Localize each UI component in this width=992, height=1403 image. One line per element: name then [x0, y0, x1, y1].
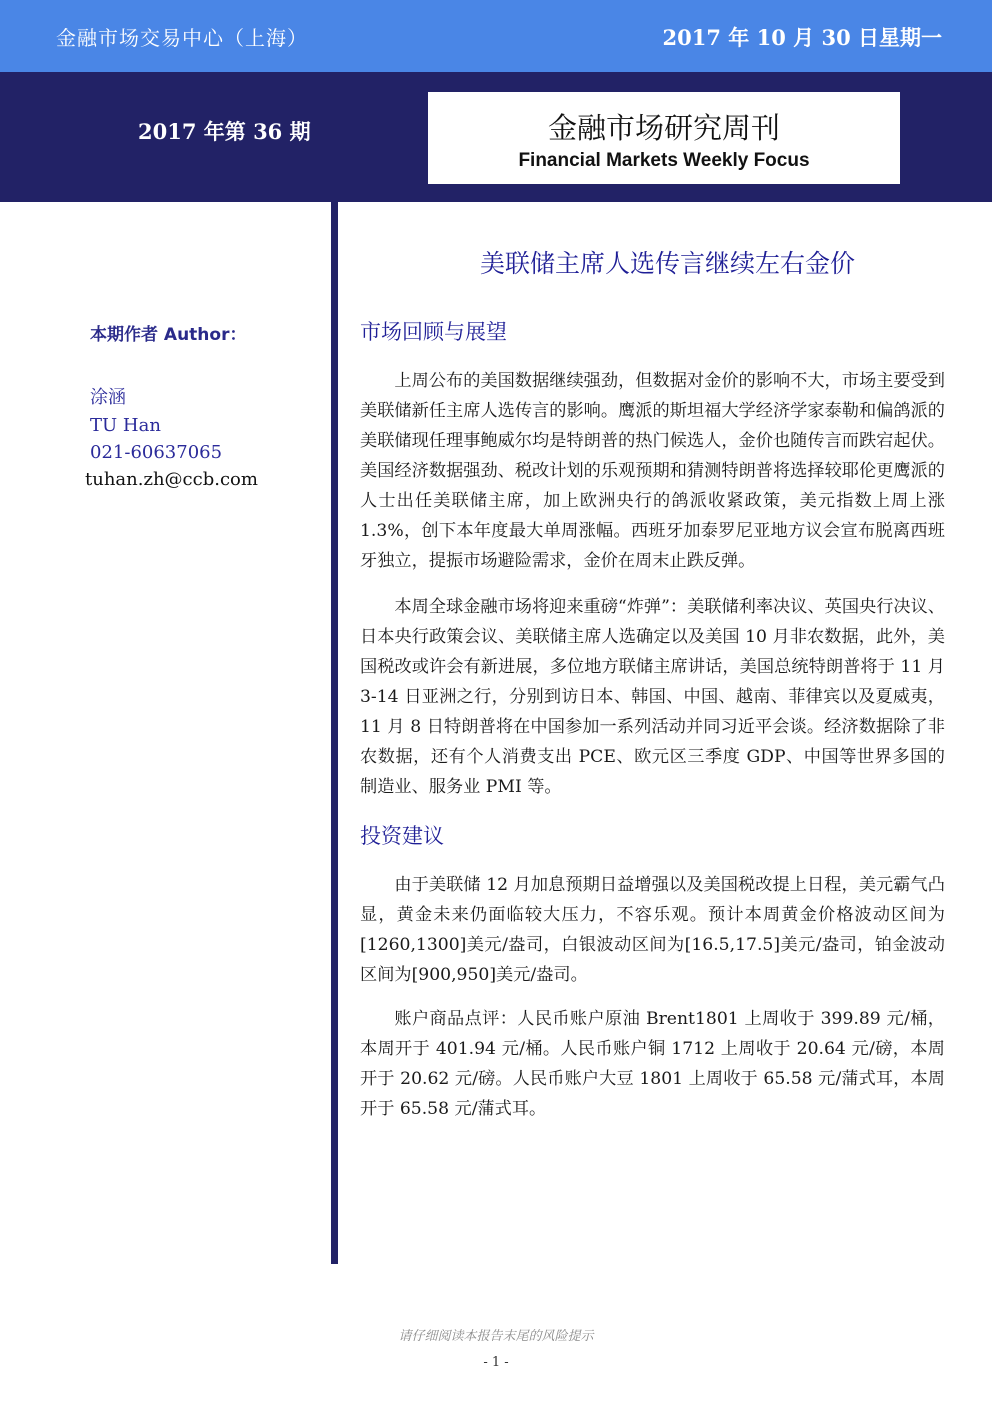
- page-number: - 1 -: [483, 1355, 509, 1370]
- risk-disclaimer-note: 请仔细阅读本报告末尾的风险提示: [398, 1329, 594, 1344]
- section-title-market-review: 市场回顾与展望: [360, 320, 507, 344]
- author-name-cn: 涂涵: [90, 387, 126, 408]
- column-divider: [331, 202, 338, 1264]
- org-name: 金融市场交易中心（上海）: [56, 26, 308, 50]
- publication-title-cn: 金融市场研究周刊: [547, 111, 780, 145]
- masthead-title-box: [428, 92, 900, 184]
- issue-number: 2017 年第 36 期: [138, 119, 311, 144]
- author-label: 本期作者 Author：: [90, 325, 247, 345]
- author-name-en: TU Han: [90, 415, 161, 436]
- top-banner: [0, 0, 992, 72]
- paragraph-market-review-2: 本周全球金融市场将迎来重磅“炸弹”：美联储利率决议、英国央行决议、日本央行政策会议、美联储主席人选确定以及美国 10 月非农数据，此外，美国税改或许会有新进展，多位地方联储主席讲话，美国总统特朗普将于 11 月 3-14 日亚洲之行，分别到访日本、韩国、中国、越南、菲律宾以及夏威夷，11 月 8 日特朗普将在中国参加一系列活动并同习近平会谈。经济数据除了非农数据，还有个人消费支出 PCE、欧元区三季度 GDP、中国等世界多国的制造业、服务业 PMI 等。: [360, 597, 945, 797]
- masthead-band: [0, 72, 992, 202]
- paragraph-commodity-review: 账户商品点评：人民币账户原油 Brent1801 上周收于 399.89 元/桶，本周开于 401.94 元/桶。人民币账户铜 1712 上周收于 20.64 元/磅，本周开于 20.62 元/磅。人民币账户大豆 1801 上周收于 65.58 元/蒲式耳，本周开于 65.58 元/蒲式耳。: [360, 1009, 945, 1119]
- author-email[interactable]: tuhan.zh@ccb.com: [85, 469, 258, 490]
- report-date: 2017 年 10 月 30 日星期一: [662, 25, 942, 50]
- author-phone: 021-60637065: [90, 442, 223, 463]
- paragraph-investment-advice: 由于美联储 12 月加息预期日益增强以及美国税改提上日程，美元霸气凸显，黄金未来仍面临较大压力，不容乐观。预计本周黄金价格波动区间为[1260,1300]美元/盎司，白银波动区间为[16.5,17.5]美元/盎司，铂金波动区间为[900,950]美元/盎司。: [360, 875, 945, 985]
- author-sidebar: [85, 320, 320, 490]
- article-headline: 美联储主席人选传言继续左右金价: [479, 249, 855, 278]
- paragraph-market-review-1: 上周公布的美国数据继续强劲，但数据对金价的影响不大，市场主要受到美联储新任主席人选传言的影响。鹰派的斯坦福大学经济学家泰勒和偏鸽派的美联储现任理事鲍威尔均是特朗普的热门候选人，金价也随传言而跌宕起伏。美国经济数据强劲、税改计划的乐观预期和猜测特朗普将选择较耶伦更鹰派的人士出任美联储主席，加上欧洲央行的鸽派收紧政策，美元指数上周上涨 1.3%，创下本年度最大单周涨幅。西班牙加泰罗尼亚地方议会宣布脱离西班牙独立，提振市场避险需求，金价在周末止跌反弹。: [360, 371, 945, 571]
- article-body: [360, 244, 945, 1124]
- section-title-investment-advice: 投资建议: [360, 824, 444, 848]
- publication-title-en: Financial Markets Weekly Focus: [518, 150, 810, 171]
